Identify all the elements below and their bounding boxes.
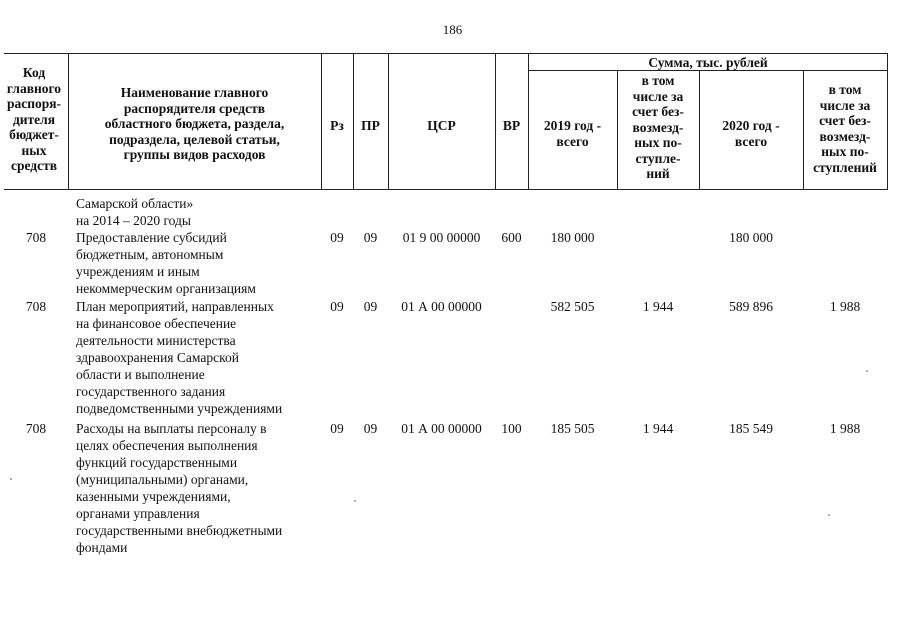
row-2019-total: 180 000 xyxy=(550,230,595,245)
row-vr: 600 xyxy=(501,230,522,245)
scan-speck xyxy=(354,500,356,502)
row-name: Расходы на выплаты персоналу в целях обеспечения выполнения функций государственными (муниципальными) органами, казенными учреждениями, органами управления государственными внебюджетными фондами xyxy=(76,421,283,555)
scan-speck xyxy=(828,514,830,516)
row-rz: 09 xyxy=(330,230,344,245)
table-right-border xyxy=(887,53,888,190)
header-rz: Рз xyxy=(330,118,344,133)
header-2020-total: 2020 год - всего xyxy=(722,118,780,149)
row-csr: 01 А 00 00000 xyxy=(401,299,482,314)
header-top-border xyxy=(4,53,888,54)
header-code: Код главного распоря- дителя бюджет- ных средств xyxy=(6,65,62,173)
row-rz: 09 xyxy=(330,421,344,436)
header-2019-free: в том числе за счет без- возмезд- ных по- ступле- ний xyxy=(632,73,684,181)
row-2020-total: 180 000 xyxy=(729,230,773,245)
row-2020-free: 1 988 xyxy=(829,421,861,436)
row-csr: 01 9 00 00000 xyxy=(402,230,481,245)
header-2019-total: 2019 год - всего xyxy=(543,118,602,149)
row-pr: 09 xyxy=(363,230,378,245)
row-vr: 100 xyxy=(501,421,522,436)
scan-speck xyxy=(10,478,12,480)
header-pr: ПР xyxy=(361,118,380,133)
continuation-text: Самарской области» на 2014 – 2020 годы xyxy=(76,196,194,228)
row-pr: 09 xyxy=(363,421,378,436)
row-csr: 01 А 00 00000 xyxy=(401,421,482,436)
row-code: 708 xyxy=(25,299,47,314)
row-2019-free: 1 944 xyxy=(642,421,674,436)
header-2020-free: в том числе за счет без- возмезд- ных по- ступлений xyxy=(813,82,877,175)
header-vr: ВР xyxy=(502,118,521,133)
row-2019-total: 185 505 xyxy=(550,421,595,436)
row-rz: 09 xyxy=(330,299,344,314)
row-2020-free: 1 988 xyxy=(829,299,861,314)
row-2020-total: 589 896 xyxy=(729,299,773,314)
row-name: План мероприятий, направленных на финансовое обеспечение деятельности министерства здравоохранения Самарской области и выполнение государственного задания подведомственными учреждениями xyxy=(76,299,283,416)
row-code: 708 xyxy=(25,230,47,245)
scan-speck xyxy=(866,370,868,372)
header-name: Наименование главного распорядителя средств областного бюджета, раздела, подраздела, целевой статьи, группы видов расходов xyxy=(104,85,285,162)
header-bottom-border xyxy=(4,189,888,190)
row-2019-total: 582 505 xyxy=(550,299,595,314)
row-name: Предоставление субсидий бюджетным, автономным учреждениям и иным некоммерческим организациям xyxy=(76,230,256,296)
row-code: 708 xyxy=(25,421,47,436)
page-number: 186 xyxy=(442,22,463,37)
row-2020-total: 185 549 xyxy=(729,421,773,436)
row-2019-free: 1 944 xyxy=(642,299,674,314)
header-csr: ЦСР xyxy=(427,118,456,133)
row-pr: 09 xyxy=(363,299,378,314)
header-sum: Сумма, тыс. рублей xyxy=(648,55,768,70)
